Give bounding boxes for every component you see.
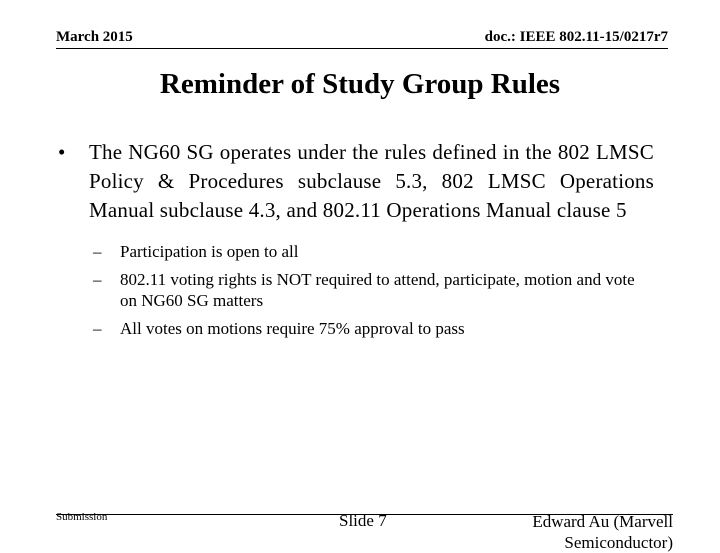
slide-body — [56, 138, 654, 346]
header-doc-id: doc.: IEEE 802.11-15/0217r7 — [484, 29, 668, 45]
sub-bullet — [93, 318, 654, 339]
sub-bullet-text: 802.11 voting rights is NOT required to attend, participate, motion and vote on NG60 SG matters — [120, 270, 635, 310]
footer-submission: Submission — [56, 511, 108, 523]
main-bullet — [56, 138, 654, 225]
sub-bullet-text: Participation is open to all — [120, 242, 299, 261]
header-divider — [56, 48, 668, 49]
sub-bullet-list — [56, 241, 654, 339]
sub-bullet-mark: – — [93, 319, 102, 338]
sub-bullet — [93, 269, 654, 311]
sub-bullet-mark: – — [93, 242, 102, 261]
footer-author: Edward Au (Marvell Semiconductor) — [532, 512, 673, 552]
sub-bullet-text: All votes on motions require 75% approval to pass — [120, 319, 465, 338]
main-bullet-text: The NG60 SG operates under the rules defined in the 802 LMSC Policy & Procedures subclause 5.3, 802 LMSC Operations Manual subclause 4.3, and 802.11 Operations Manual clause 5 — [89, 140, 654, 222]
bullet-mark: • — [58, 140, 66, 164]
sub-bullet — [93, 241, 654, 262]
slide-title: Reminder of Study Group Rules — [159, 68, 561, 100]
footer-slide-number: Slide 7 — [339, 511, 387, 530]
sub-bullet-mark: – — [93, 270, 102, 289]
header-date: March 2015 — [56, 29, 133, 45]
